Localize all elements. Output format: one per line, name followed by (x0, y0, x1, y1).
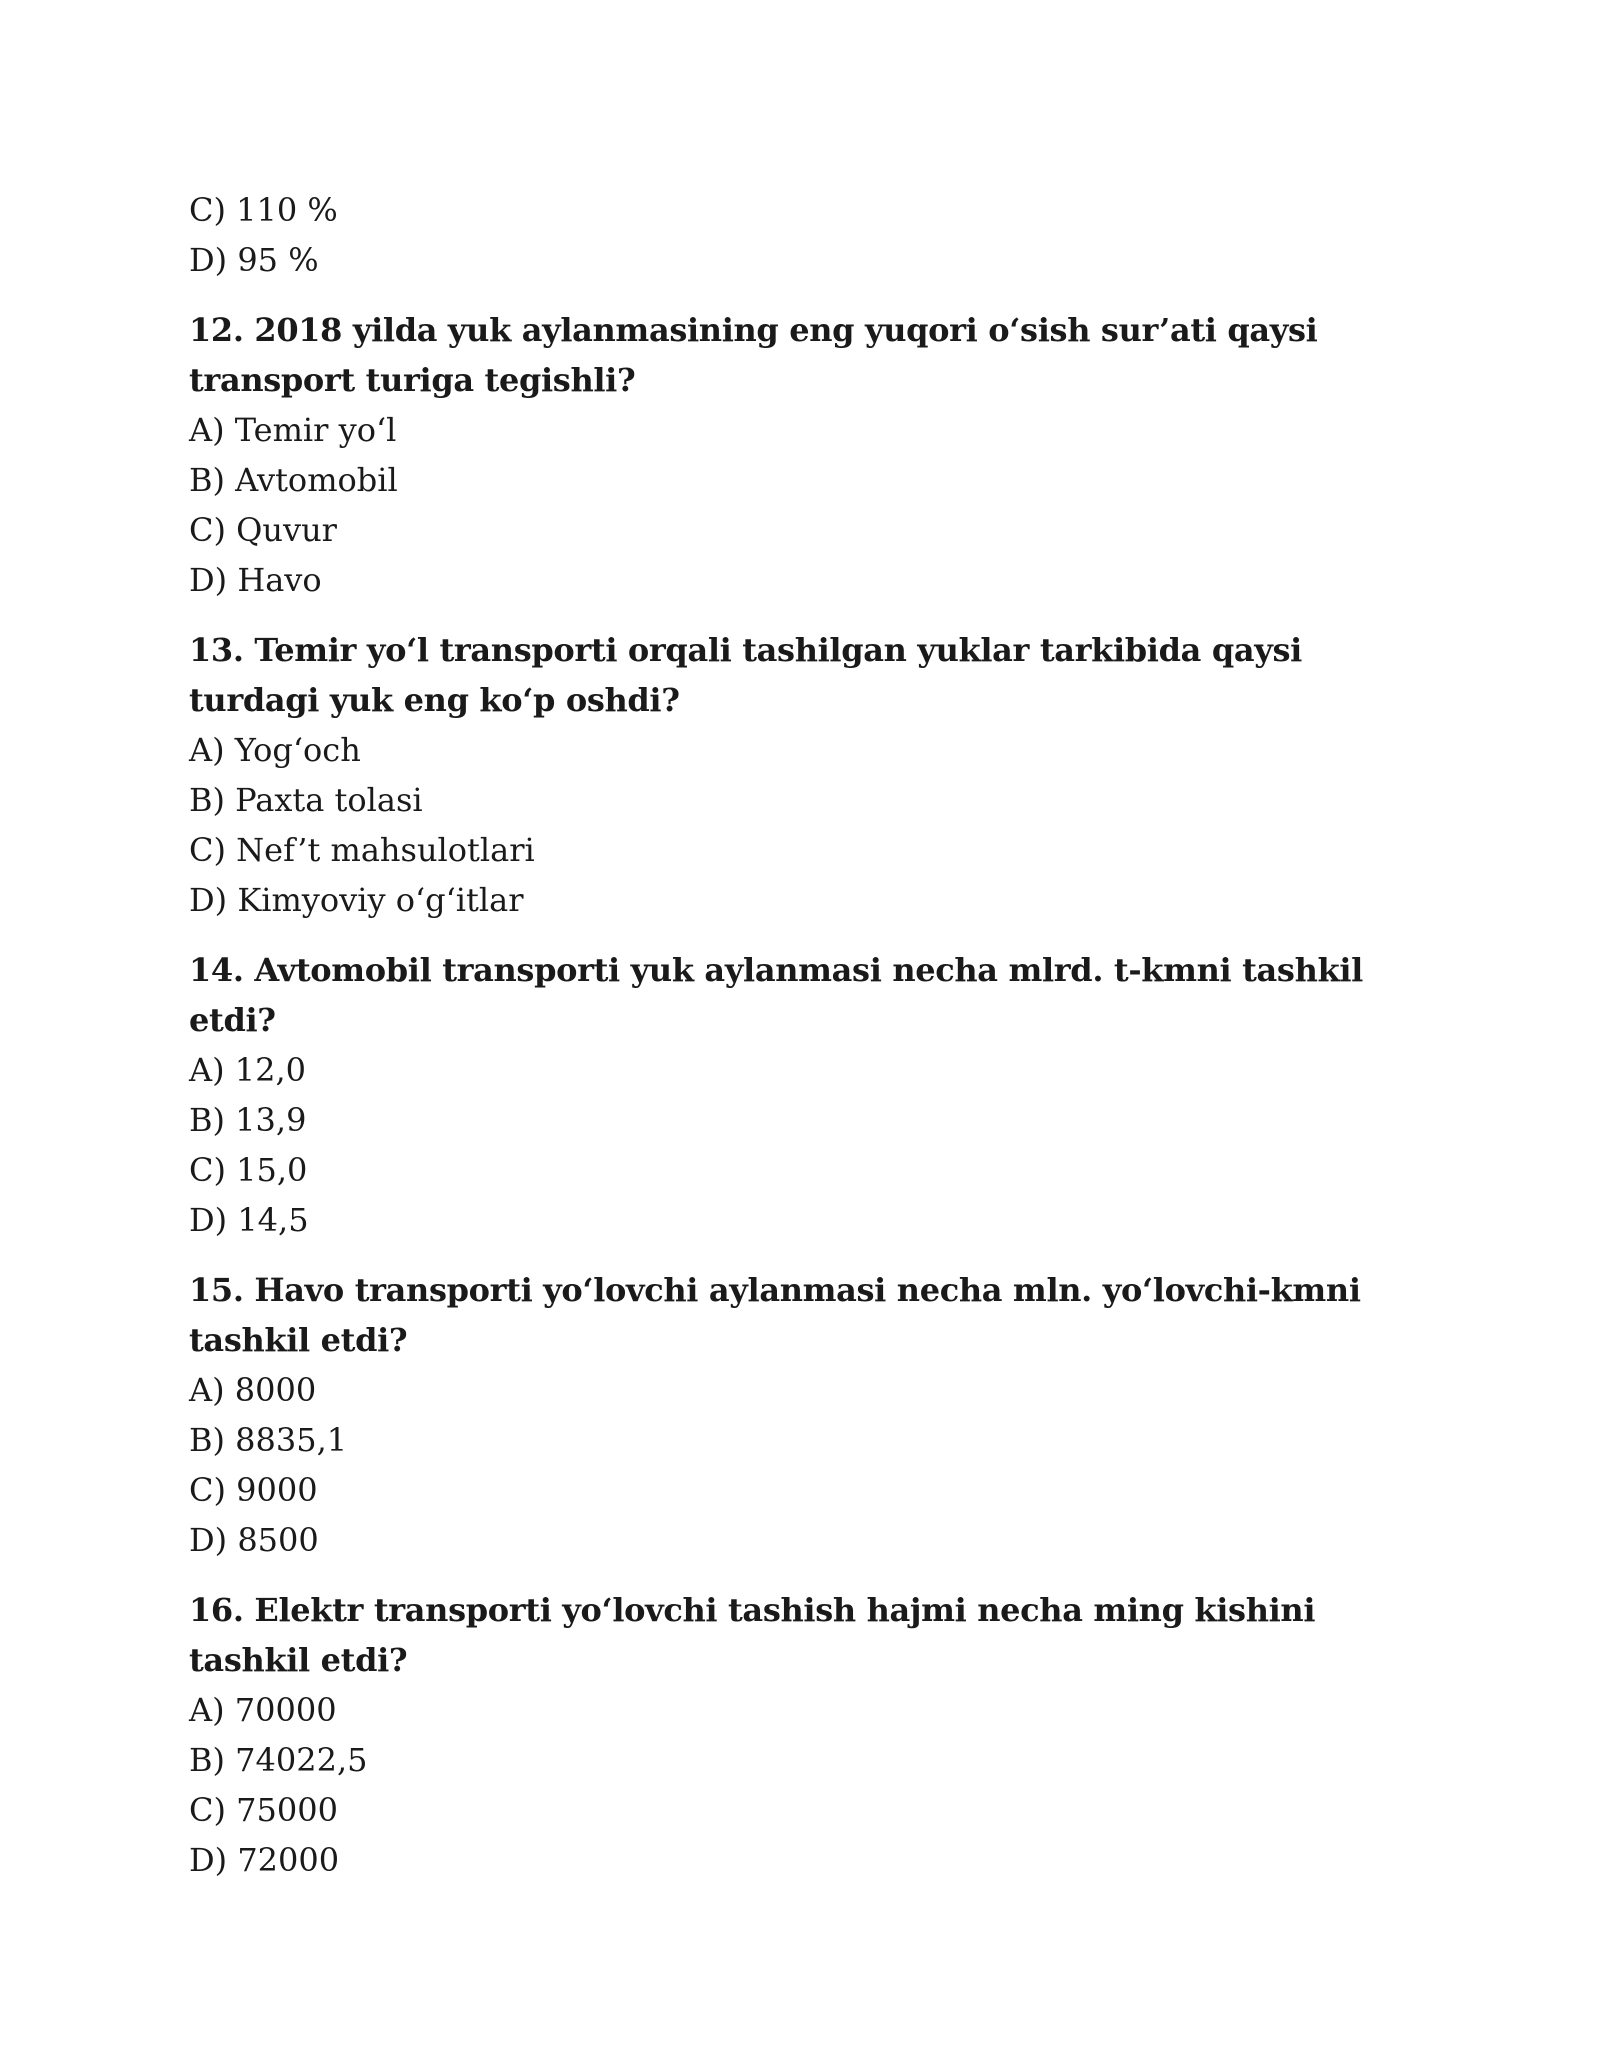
question-16 (189, 1585, 1439, 1885)
option-d: D) 72000 (189, 1841, 340, 1879)
question-text: 13. Temir yo‘l transporti orqali tashilgan yuklar tarkibida qaysi turdagi yuk eng ko‘p oshdi? (189, 631, 1302, 719)
document-page (189, 185, 1439, 1885)
option-d: D) 95 % (189, 241, 319, 279)
option-d: D) 8500 (189, 1521, 319, 1559)
option-c: C) 110 % (189, 191, 338, 229)
leading-options (189, 185, 1439, 285)
question-14 (189, 945, 1439, 1245)
option-b: B) 74022,5 (189, 1741, 368, 1779)
option-d: D) Kimyoviy o‘g‘itlar (189, 881, 524, 919)
option-c: C) Quvur (189, 511, 337, 549)
option-b: B) Avtomobil (189, 461, 398, 499)
question-13 (189, 625, 1439, 925)
option-c: C) 75000 (189, 1791, 338, 1829)
option-a: A) Temir yo‘l (189, 411, 397, 449)
option-c: C) 9000 (189, 1471, 318, 1509)
question-text: 14. Avtomobil transporti yuk aylanmasi necha mlrd. t-kmni tashkil etdi? (189, 951, 1363, 1039)
option-c: C) Nef’t mahsulotlari (189, 831, 535, 869)
option-b: B) Paxta tolasi (189, 781, 423, 819)
option-c: C) 15,0 (189, 1151, 308, 1189)
option-a: A) Yog‘och (189, 731, 361, 769)
question-text: 16. Elektr transporti yo‘lovchi tashish hajmi necha ming kishini tashkil etdi? (189, 1591, 1316, 1679)
option-d: D) 14,5 (189, 1201, 309, 1239)
option-a: A) 70000 (189, 1691, 337, 1729)
option-d: D) Havo (189, 561, 322, 599)
option-a: A) 12,0 (189, 1051, 307, 1089)
question-text: 15. Havo transporti yo‘lovchi aylanmasi necha mln. yo‘lovchi-kmni tashkil etdi? (189, 1271, 1361, 1359)
option-a: A) 8000 (189, 1371, 317, 1409)
question-12 (189, 305, 1439, 605)
option-b: B) 13,9 (189, 1101, 307, 1139)
question-15 (189, 1265, 1439, 1565)
option-b: B) 8835,1 (189, 1421, 348, 1459)
question-text: 12. 2018 yilda yuk aylanmasining eng yuqori o‘sish sur’ati qaysi transport turiga tegishli? (189, 311, 1318, 399)
